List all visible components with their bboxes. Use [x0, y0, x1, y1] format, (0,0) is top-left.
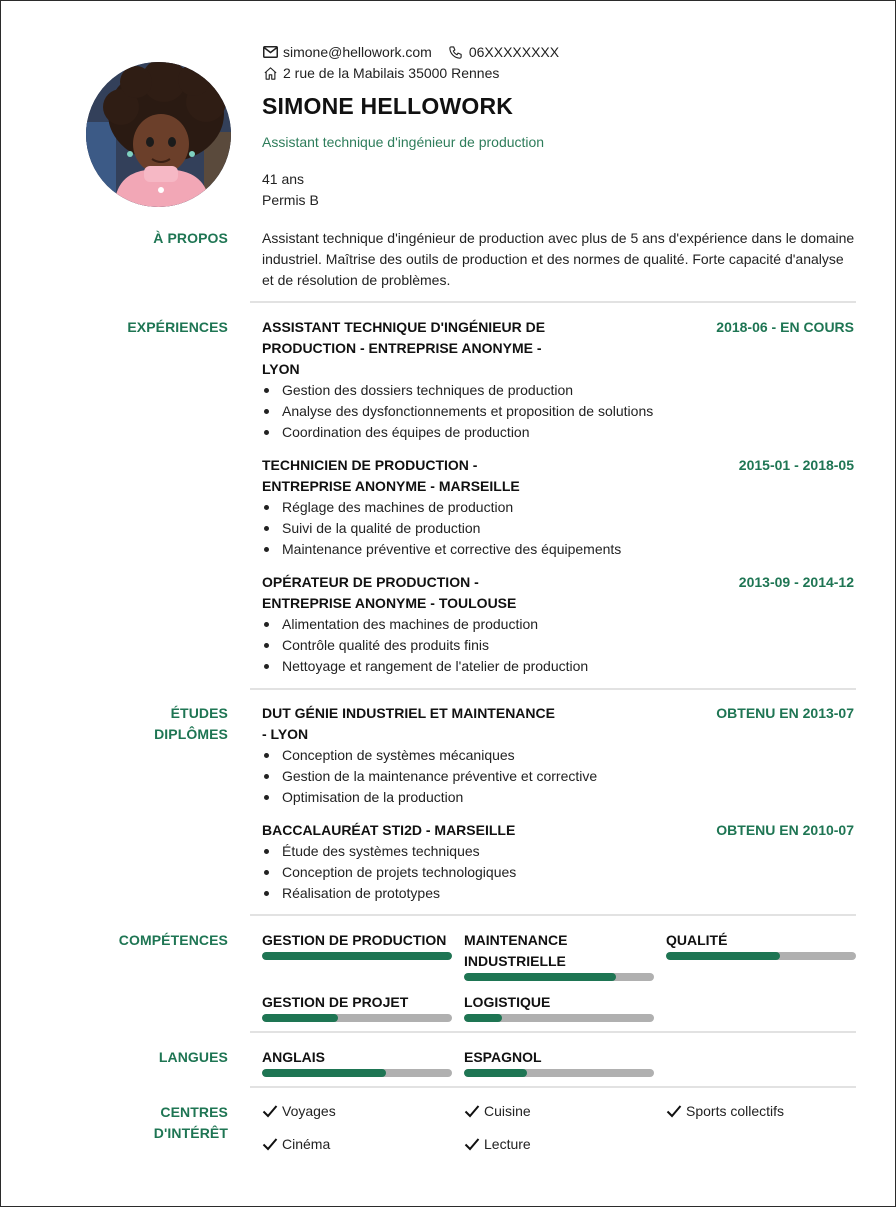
section-label-languages: LANGUES	[158, 1049, 228, 1065]
skill-level-fill	[666, 952, 780, 960]
job-title: Assistant technique d'ingénieur de production	[262, 134, 545, 150]
education-title	[262, 820, 515, 841]
language-level-fill	[464, 1069, 527, 1077]
interest-item	[464, 1103, 531, 1119]
skill-name: GESTION DE PRODUCTION	[262, 932, 447, 948]
list-item: Coordination des équipes de production	[262, 422, 653, 443]
skill-name: INDUSTRIELLE	[464, 953, 566, 969]
education-date: OBTENU EN 2010-07	[716, 822, 854, 838]
list-item: Alimentation des machines de production	[262, 614, 588, 635]
language-level-bar	[464, 1069, 654, 1077]
interest-label: Cuisine	[484, 1103, 531, 1119]
list-item: Conception de projets technologiques	[262, 862, 516, 883]
education-title-line: BACCALAURÉAT STI2D - MARSEILLE	[262, 822, 516, 838]
candidate-name: SIMONE HELLOWORK	[262, 93, 514, 119]
education-date: OBTENU EN 2013-07	[716, 705, 854, 721]
about-text: Assistant technique d'ingénieur de production avec plus de 5 ans d'expérience dans le domaine industriel. Maîtrise des outils de production et des normes de qualité. Forte capacité d'analyse et de résolution de problèmes.	[262, 230, 855, 288]
checkmark-icon	[262, 1104, 278, 1118]
checkmark-icon	[666, 1104, 682, 1118]
section-divider	[250, 1031, 856, 1033]
section-divider	[250, 914, 856, 916]
experience-bullets	[262, 614, 588, 677]
skill-item	[666, 930, 856, 960]
home-icon	[262, 65, 278, 81]
section-label-education	[154, 703, 228, 745]
experience-title-line: PRODUCTION - ENTREPRISE ANONYME -	[262, 340, 542, 356]
interest-item	[464, 1136, 531, 1152]
section-label-experiences: EXPÉRIENCES	[127, 319, 228, 335]
interest-label: Lecture	[484, 1136, 531, 1152]
language-item	[464, 1047, 654, 1077]
list-item: Réalisation de prototypes	[262, 883, 516, 904]
experience-title	[262, 572, 516, 614]
list-item: Réglage des machines de production	[262, 497, 621, 518]
skill-item	[262, 930, 452, 960]
section-label-interests	[154, 1102, 228, 1144]
checkmark-icon	[464, 1137, 480, 1151]
avatar-illustration	[86, 62, 231, 207]
education-title	[262, 703, 555, 745]
list-item: Optimisation de la production	[262, 787, 597, 808]
contact-row-address	[262, 65, 499, 81]
envelope-icon	[262, 44, 278, 60]
skill-level-bar	[262, 1014, 452, 1022]
experience-title-line: ENTREPRISE ANONYME - TOULOUSE	[262, 595, 517, 611]
section-label-about: À PROPOS	[153, 230, 228, 246]
language-name: ANGLAIS	[262, 1049, 325, 1065]
education-title-line: - LYON	[262, 726, 309, 742]
experience-title	[262, 317, 545, 380]
experience-title-line: ENTREPRISE ANONYME - MARSEILLE	[262, 478, 520, 494]
skill-item	[262, 992, 452, 1022]
avatar	[86, 62, 231, 207]
list-item: Étude des systèmes techniques	[262, 841, 516, 862]
skill-name: MAINTENANCE	[464, 932, 568, 948]
section-label-line: CENTRES	[160, 1104, 228, 1120]
phone-text[interactable]: 06XXXXXXXX	[468, 44, 560, 60]
experience-title-line: LYON	[262, 361, 300, 377]
section-label-line: ÉTUDES	[170, 705, 228, 721]
language-name: ESPAGNOL	[464, 1049, 542, 1065]
interest-item	[262, 1136, 330, 1152]
experience-date: 2015-01 - 2018-05	[738, 457, 854, 473]
skill-name: GESTION DE PROJET	[262, 994, 409, 1010]
list-item: Maintenance préventive et corrective des équipements	[262, 539, 621, 560]
interest-item	[666, 1103, 784, 1119]
experience-bullets	[262, 380, 653, 443]
experience-title-line: TECHNICIEN DE PRODUCTION -	[262, 457, 478, 473]
age-text: 41 ans	[262, 171, 305, 187]
language-item	[262, 1047, 452, 1077]
skill-level-fill	[464, 973, 616, 981]
checkmark-icon	[464, 1104, 480, 1118]
language-level-bar	[262, 1069, 452, 1077]
education-title-line: DUT GÉNIE INDUSTRIEL ET MAINTENANCE	[262, 705, 555, 721]
list-item: Conception de systèmes mécaniques	[262, 745, 597, 766]
address-text: 2 rue de la Mabilais 35000 Rennes	[283, 65, 500, 81]
license-text: Permis B	[262, 192, 319, 208]
experience-date: 2018-06 - EN COURS	[716, 319, 854, 335]
list-item: Nettoyage et rangement de l'atelier de production	[262, 656, 588, 677]
email-text[interactable]: simone@hellowork.com	[283, 44, 432, 60]
skill-level-bar	[464, 1014, 654, 1022]
interest-label: Voyages	[282, 1103, 336, 1119]
skill-name: QUALITÉ	[666, 932, 728, 948]
section-label-skills: COMPÉTENCES	[118, 932, 228, 948]
education-bullets	[262, 841, 516, 904]
list-item: Gestion des dossiers techniques de production	[262, 380, 653, 401]
section-label-line: DIPLÔMES	[154, 726, 228, 742]
skill-level-fill	[262, 952, 452, 960]
experience-date: 2013-09 - 2014-12	[738, 574, 854, 590]
skill-level-bar	[262, 952, 452, 960]
experience-bullets	[262, 497, 621, 560]
experience-title	[262, 455, 520, 497]
contact-row-primary	[262, 44, 559, 60]
checkmark-icon	[262, 1137, 278, 1151]
skill-level-bar	[464, 973, 654, 981]
list-item: Analyse des dysfonctionnements et proposition de solutions	[262, 401, 653, 422]
section-divider	[250, 301, 856, 303]
phone-icon	[448, 44, 464, 60]
skill-name: LOGISTIQUE	[464, 994, 551, 1010]
skill-item	[464, 992, 654, 1022]
list-item: Contrôle qualité des produits finis	[262, 635, 588, 656]
experience-title-line: OPÉRATEUR DE PRODUCTION -	[262, 574, 479, 590]
skill-level-fill	[464, 1014, 502, 1022]
list-item: Gestion de la maintenance préventive et corrective	[262, 766, 597, 787]
section-divider	[250, 1086, 856, 1088]
education-bullets	[262, 745, 597, 808]
interest-label: Cinéma	[282, 1136, 331, 1152]
interest-label: Sports collectifs	[686, 1103, 785, 1119]
list-item: Suivi de la qualité de production	[262, 518, 621, 539]
skill-level-fill	[262, 1014, 338, 1022]
experience-title-line: ASSISTANT TECHNIQUE D'INGÉNIEUR DE	[262, 319, 546, 335]
section-label-line: D'INTÉRÊT	[153, 1125, 228, 1141]
interest-item	[262, 1103, 336, 1119]
section-divider	[250, 688, 856, 690]
language-level-fill	[262, 1069, 386, 1077]
skill-level-bar	[666, 952, 856, 960]
skill-item	[464, 930, 654, 981]
